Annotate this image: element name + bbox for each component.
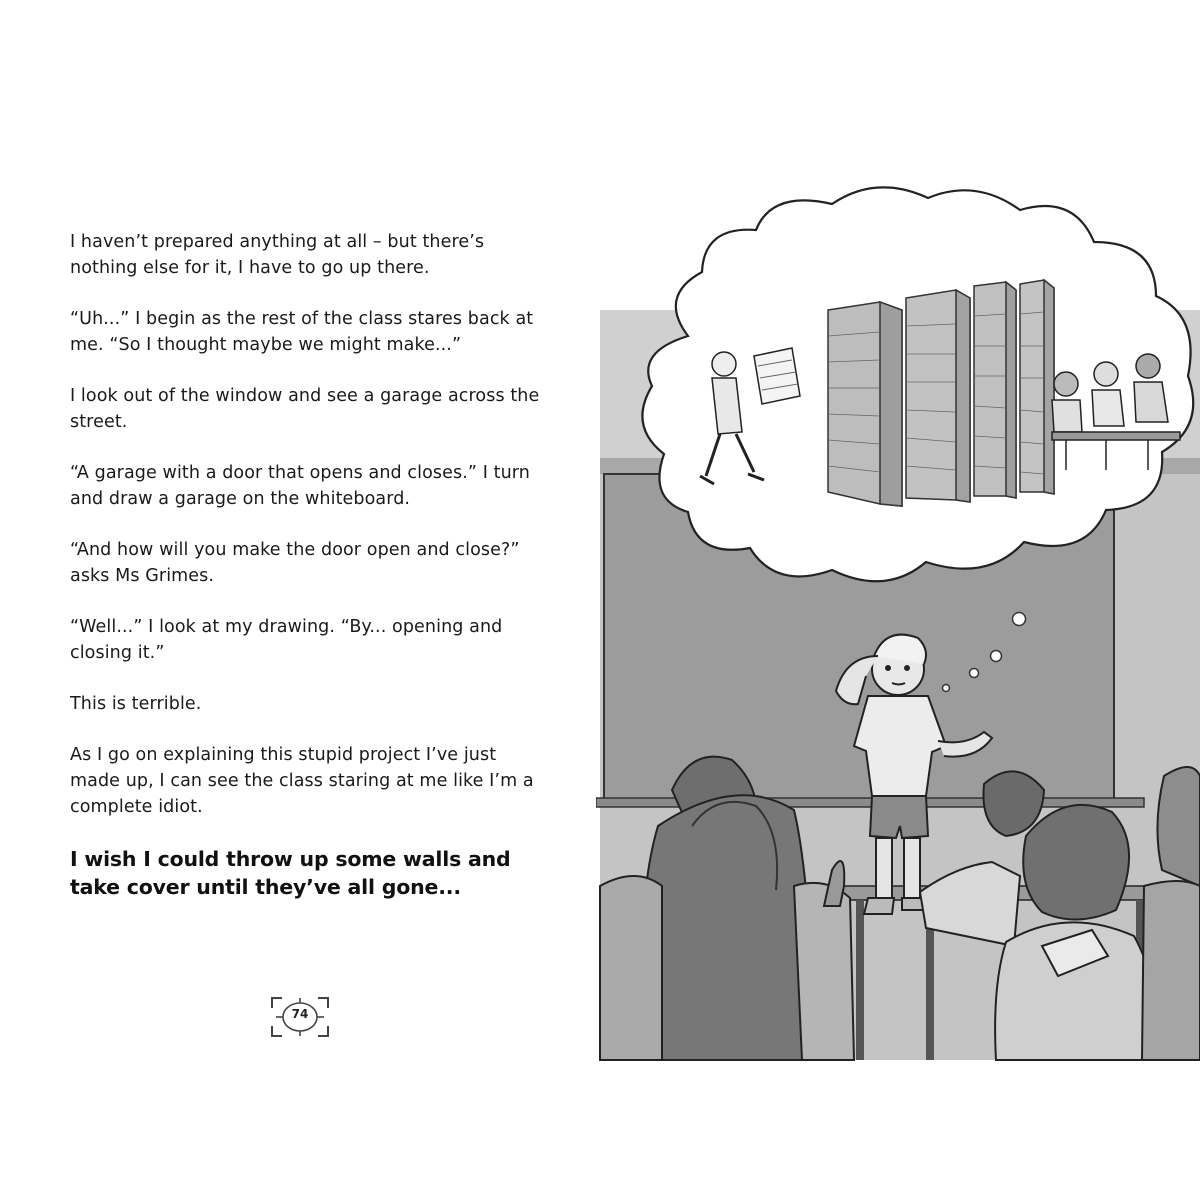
classroom-illustration bbox=[596, 186, 1200, 1066]
page-number-badge bbox=[270, 996, 330, 1038]
story-paragraph: I haven’t prepared anything at all – but there’s nothing else for it, I have to go up there. bbox=[70, 232, 485, 278]
classroom-illustration-art bbox=[596, 186, 1200, 1066]
story-paragraph: “And how will you make the door open and close?” asks Ms Grimes. bbox=[70, 540, 520, 586]
story-paragraph: As I go on explaining this stupid project I’ve just made up, I can see the class staring at me like I’m a complete idiot. bbox=[70, 745, 534, 817]
story-paragraph: I look out of the window and see a garage across the street. bbox=[70, 386, 540, 432]
story-paragraph: “Well...” I look at my drawing. “By... opening and closing it.” bbox=[70, 617, 503, 663]
story-text-column bbox=[70, 229, 540, 901]
story-paragraph: “Uh...” I begin as the rest of the class stares back at me. “So I thought maybe we might make...” bbox=[70, 309, 534, 355]
story-closing-line: I wish I could throw up some walls and take cover until they’ve all gone... bbox=[70, 847, 511, 899]
page-number: 74 bbox=[291, 1007, 309, 1021]
story-paragraph: This is terrible. bbox=[70, 694, 202, 714]
story-paragraph: “A garage with a door that opens and closes.” I turn and draw a garage on the whiteboard. bbox=[70, 463, 530, 509]
